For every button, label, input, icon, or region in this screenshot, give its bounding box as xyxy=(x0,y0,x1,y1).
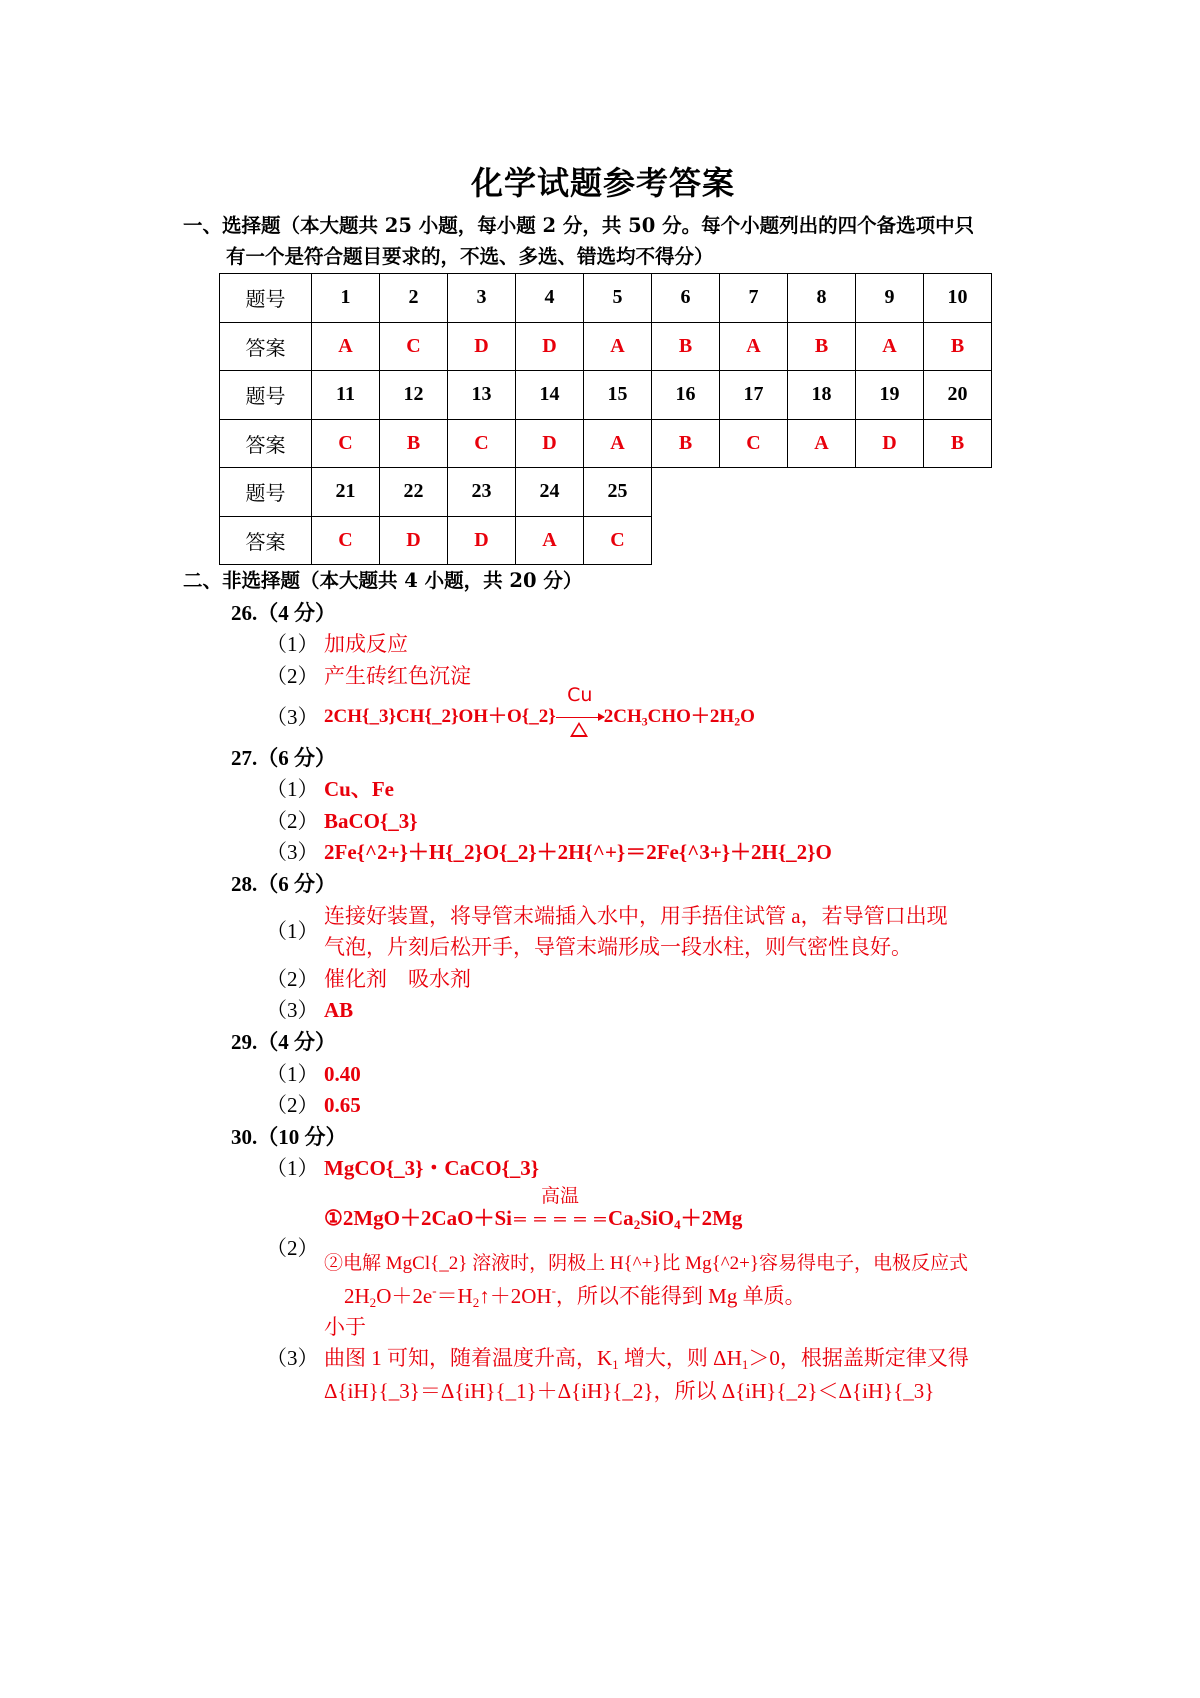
q30-a2-line3: $2H_2O+2e^-=H_2↑+2OH^-$，所以不能得到 Mg 单质。 xyxy=(344,1283,806,1310)
q28-a3: AB xyxy=(324,998,354,1022)
question-number-cell: 2 xyxy=(380,274,448,323)
q30-a2-line2: ②电解 MgCl{_2} 溶液时，阴极上 H{^+}比 Mg{^2+}容易得电子，电极反应式 xyxy=(324,1253,968,1274)
empty-cell xyxy=(924,516,992,565)
heat-triangle-icon xyxy=(570,722,588,737)
row-label: 题号 xyxy=(220,274,312,323)
answer-row xyxy=(220,516,992,565)
q28-a2-label: （2） xyxy=(266,967,319,991)
q26-a3-label: （3） xyxy=(266,705,319,729)
answer-cell: D xyxy=(448,516,516,565)
q26-a2: 产生砖红色沉淀 xyxy=(324,664,471,688)
q27-a3: 2Fe{^2+}＋H{_2}O{_2}＋2H{^+}＝2Fe{^3+}＋2H{_2}O xyxy=(324,840,832,864)
question-number-row xyxy=(220,274,992,323)
q29-a1-label: （1） xyxy=(266,1062,319,1086)
empty-cell xyxy=(720,516,788,565)
question-number-cell: 11 xyxy=(312,371,380,420)
answer-cell: C xyxy=(448,419,516,468)
answer-cell: B xyxy=(380,419,448,468)
section1-heading-line1: 一、选择题（本大题共 25 小题，每小题 2 分，共 50 分。每个小题列出的四个备选项中只 xyxy=(183,214,975,237)
question-number-cell: 22 xyxy=(380,468,448,517)
question-number-row xyxy=(220,468,992,517)
q30-a1-label: （1） xyxy=(266,1156,319,1180)
equation-left: ①2MgO＋2CaO＋Si xyxy=(324,1206,512,1230)
question-number-cell: 23 xyxy=(448,468,516,517)
row-label: 题号 xyxy=(220,371,312,420)
condition-high-temp: 高温 xyxy=(541,1185,580,1207)
answer-cell: C xyxy=(312,516,380,565)
row-label: 答案 xyxy=(220,322,312,371)
answer-cell: A xyxy=(516,516,584,565)
q29-a2-label: （2） xyxy=(266,1093,319,1117)
question-number-cell: 8 xyxy=(788,274,856,323)
reaction-arrow-icon xyxy=(556,717,604,718)
question-number-cell: 14 xyxy=(516,371,584,420)
question-number-cell: 21 xyxy=(312,468,380,517)
answer-cell: A xyxy=(312,322,380,371)
q27-a2: BaCO{_3} xyxy=(324,809,418,833)
empty-cell xyxy=(924,468,992,517)
question-number-cell: 1 xyxy=(312,274,380,323)
answer-cell: A xyxy=(584,322,652,371)
q26-a1: 加成反应 xyxy=(324,632,408,656)
answer-cell: C xyxy=(584,516,652,565)
question-number-cell: 18 xyxy=(788,371,856,420)
q30-heading: 30.（10 分） xyxy=(231,1125,347,1149)
q27-a1: Cu、Fe xyxy=(324,777,394,801)
question-number-cell: 4 xyxy=(516,274,584,323)
answer-cell: D xyxy=(856,419,924,468)
reaction-condition xyxy=(512,1185,609,1234)
q26-heading: 26.（4 分） xyxy=(231,601,336,625)
question-number-row xyxy=(220,371,992,420)
q26-a1-label: （1） xyxy=(266,632,319,656)
question-number-cell: 19 xyxy=(856,371,924,420)
answer-table xyxy=(219,273,992,565)
equation-right: $Ca_2SiO_4+2Mg$ xyxy=(608,1206,743,1232)
q29-a1: 0.40 xyxy=(324,1062,361,1086)
answer-cell: B xyxy=(924,322,992,371)
answer-cell: D xyxy=(516,419,584,468)
row-label: 题号 xyxy=(220,468,312,517)
question-number-cell: 9 xyxy=(856,274,924,323)
q28-a3-label: （3） xyxy=(266,998,319,1022)
question-number-cell: 20 xyxy=(924,371,992,420)
empty-cell xyxy=(856,516,924,565)
row-label: 答案 xyxy=(220,419,312,468)
q28-heading: 28.（6 分） xyxy=(231,872,336,896)
q30-a2-line4: 小于 xyxy=(324,1315,366,1339)
question-number-cell: 5 xyxy=(584,274,652,323)
question-number-cell: 7 xyxy=(720,274,788,323)
empty-cell xyxy=(720,468,788,517)
empty-cell xyxy=(788,468,856,517)
equation-right: $2CH_3CHO+2H_2O$ xyxy=(603,706,755,729)
q28-a2: 催化剂 吸水剂 xyxy=(324,967,471,991)
q27-a3-label: （3） xyxy=(266,840,319,864)
q27-heading: 27.（6 分） xyxy=(231,746,336,770)
answer-cell: B xyxy=(788,322,856,371)
empty-cell xyxy=(652,468,720,517)
section2-heading: 二、非选择题（本大题共 4 小题，共 20 分） xyxy=(183,569,583,592)
page-title: 化学试题参考答案 xyxy=(470,164,735,202)
q26-a2-label: （2） xyxy=(266,664,319,688)
answer-cell: A xyxy=(788,419,856,468)
section1-heading-line2: 有一个是符合题目要求的，不选、多选、错选均不得分） xyxy=(226,245,714,268)
q30-a2-equation xyxy=(324,1185,743,1234)
answer-cell: B xyxy=(924,419,992,468)
q30-a2-label: （2） xyxy=(266,1236,319,1260)
answer-cell: C xyxy=(312,419,380,468)
answer-row xyxy=(220,419,992,468)
question-number-cell: 25 xyxy=(584,468,652,517)
question-number-cell: 10 xyxy=(924,274,992,323)
answer-cell: C xyxy=(720,419,788,468)
answer-cell: D xyxy=(380,516,448,565)
q30-a3-label: （3） xyxy=(266,1346,319,1370)
question-number-cell: 13 xyxy=(448,371,516,420)
answer-cell: A xyxy=(856,322,924,371)
q29-a2: 0.65 xyxy=(324,1093,361,1117)
question-number-cell: 12 xyxy=(380,371,448,420)
q28-a1-line1: 连接好装置，将导管末端插入水中，用手捂住试管 a，若导管口出现 xyxy=(324,904,948,928)
answer-cell: B xyxy=(652,322,720,371)
question-number-cell: 15 xyxy=(584,371,652,420)
q28-a1-label: （1） xyxy=(266,919,319,943)
answer-cell: B xyxy=(652,419,720,468)
empty-cell xyxy=(652,516,720,565)
answer-cell: C xyxy=(380,322,448,371)
answer-cell: A xyxy=(584,419,652,468)
question-number-cell: 16 xyxy=(652,371,720,420)
row-label: 答案 xyxy=(220,516,312,565)
q29-heading: 29.（4 分） xyxy=(231,1030,336,1054)
question-number-cell: 24 xyxy=(516,468,584,517)
empty-cell xyxy=(788,516,856,565)
catalyst-label: Cu xyxy=(567,684,593,706)
answer-cell: A xyxy=(720,322,788,371)
answer-row xyxy=(220,322,992,371)
q30-a3-line2: Δ{iH}{_3}＝Δ{iH}{_1}＋Δ{iH}{_2}，所以 Δ{iH}{_2}＜Δ{iH}{_3} xyxy=(324,1379,935,1403)
question-number-cell: 3 xyxy=(448,274,516,323)
empty-cell xyxy=(856,468,924,517)
answer-cell: D xyxy=(516,322,584,371)
answer-cell: D xyxy=(448,322,516,371)
q30-a3-line1: 曲图 1 可知，随着温度升高，$K_1$ 增大，则 $\Delta H_1>0$，根据盖斯定律又得 xyxy=(324,1346,969,1372)
equation-left: 2CH{_3}CH{_2}OH＋O{_2} xyxy=(324,706,556,727)
q27-a2-label: （2） xyxy=(266,809,319,833)
q26-a3-equation xyxy=(324,684,755,730)
question-number-cell: 17 xyxy=(720,371,788,420)
q30-a1: MgCO{_3}・CaCO{_3} xyxy=(324,1156,540,1180)
question-number-cell: 6 xyxy=(652,274,720,323)
q28-a1-line2: 气泡，片刻后松开手，导管末端形成一段水柱，则气密性良好。 xyxy=(324,935,912,959)
reaction-condition xyxy=(556,684,604,730)
q27-a1-label: （1） xyxy=(266,777,319,801)
equals-sign: ＝ ＝ ＝ ＝ ＝ xyxy=(512,1212,609,1229)
